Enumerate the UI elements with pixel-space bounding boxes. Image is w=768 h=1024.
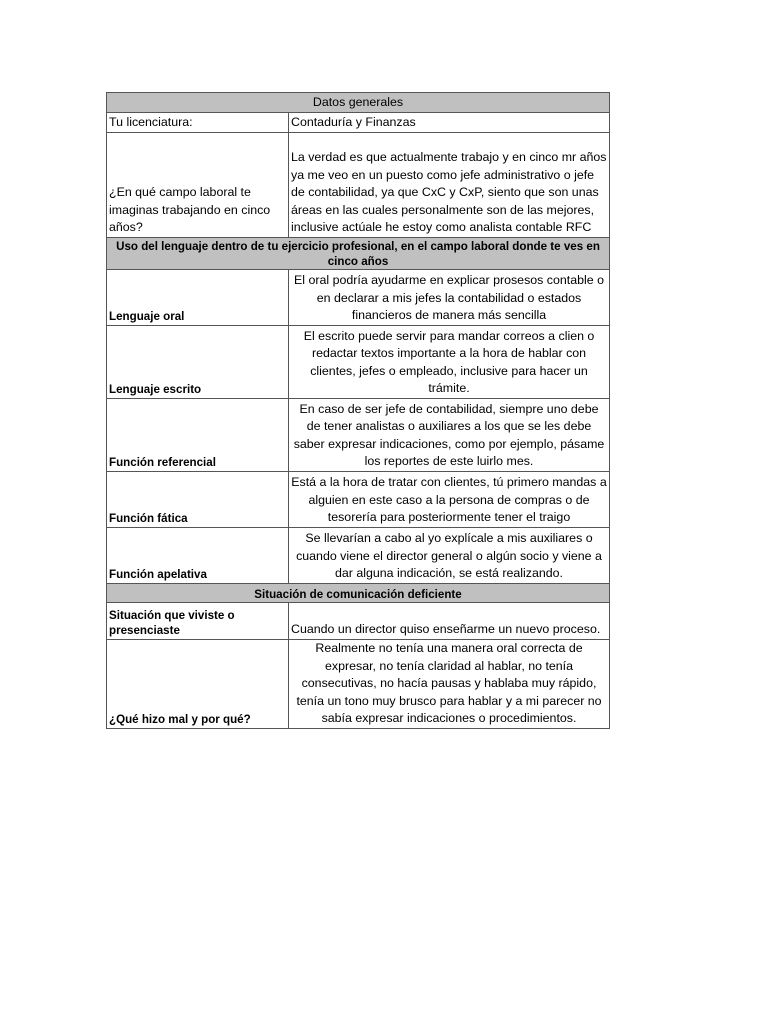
row-label-situacion: Situación que viviste o presenciaste xyxy=(107,603,289,640)
row-label-funcion-apelativa: Función apelativa xyxy=(107,528,289,584)
row-value-funcion-fatica: Está a la hora de tratar con clientes, tú primero mandas a alguien en este caso a la persona de compras o de tesorería para posteriormente tener el traigo xyxy=(289,472,610,528)
row-value-lenguaje-oral: El oral podría ayudarme en explicar prosesos contable o en declarar a mis jefes la contabilidad o estados financieros de manera más sencilla xyxy=(289,270,610,326)
row-label-lenguaje-oral: Lenguaje oral xyxy=(107,270,289,326)
row-value-funcion-referencial: En caso de ser jefe de contabilidad, siempre uno debe de tener analistas o auxiliares a los que se les debe saber expresar indicaciones, como por ejemplo, pásame los reportes de este luirlo mes. xyxy=(289,399,610,472)
table-row xyxy=(107,113,610,133)
table-row xyxy=(107,472,610,528)
section-header-row xyxy=(107,584,610,603)
table-row xyxy=(107,528,610,584)
table-row xyxy=(107,640,610,729)
row-label-lenguaje-escrito: Lenguaje escrito xyxy=(107,326,289,399)
section-header-row xyxy=(107,238,610,270)
row-label-funcion-fatica: Función fática xyxy=(107,472,289,528)
row-value-campo-laboral: La verdad es que actualmente trabajo y en cinco mr años ya me veo en un puesto como jefe administrativo o jefe de contabilidad, ya que CxC y CxP, siento que son unas áreas en las cuales personalmente son de las mejores, inclusive actúale he estoy como analista contable RFC xyxy=(289,133,610,238)
section-heading-situacion: Situación de comunicación deficiente xyxy=(107,584,610,603)
table-row xyxy=(107,326,610,399)
row-value-que-hizo-mal: Realmente no tenía una manera oral correcta de expresar, no tenía claridad al hablar, no tenía consecutivas, no hacía pausas y hablaba muy rápido, tenía un tono muy brusco para hablar y a mi parecer no sabía expresar indicaciones o procedimientos. xyxy=(289,640,610,729)
table-row xyxy=(107,133,610,238)
row-value-licenciatura: Contaduría y Finanzas xyxy=(289,113,610,133)
row-label-licenciatura: Tu licenciatura: xyxy=(107,113,289,133)
row-label-que-hizo-mal: ¿Qué hizo mal y por qué? xyxy=(107,640,289,729)
row-value-funcion-apelativa: Se llevarían a cabo al yo explícale a mis auxiliares o cuando viene el director general o algún socio y viene a dar alguna indicación, se está realizando. xyxy=(289,528,610,584)
table-row xyxy=(107,270,610,326)
table-row xyxy=(107,603,610,640)
datos-generales-table xyxy=(106,92,610,729)
row-label-campo-laboral: ¿En qué campo laboral te imaginas trabajando en cinco años? xyxy=(107,133,289,238)
table-title: Datos generales xyxy=(107,93,610,113)
section-heading-lenguaje: Uso del lenguaje dentro de tu ejercicio profesional, en el campo laboral donde te ves en cinco años xyxy=(107,238,610,270)
row-value-lenguaje-escrito: El escrito puede servir para mandar correos a clien o redactar textos importante a la hora de hablar con clientes, jefes o empleado, inclusive para hacer un trámite. xyxy=(289,326,610,399)
table-header-row xyxy=(107,93,610,113)
table-row xyxy=(107,399,610,472)
row-label-funcion-referencial: Función referencial xyxy=(107,399,289,472)
row-value-situacion: Cuando un director quiso enseñarme un nuevo proceso. xyxy=(289,603,610,640)
